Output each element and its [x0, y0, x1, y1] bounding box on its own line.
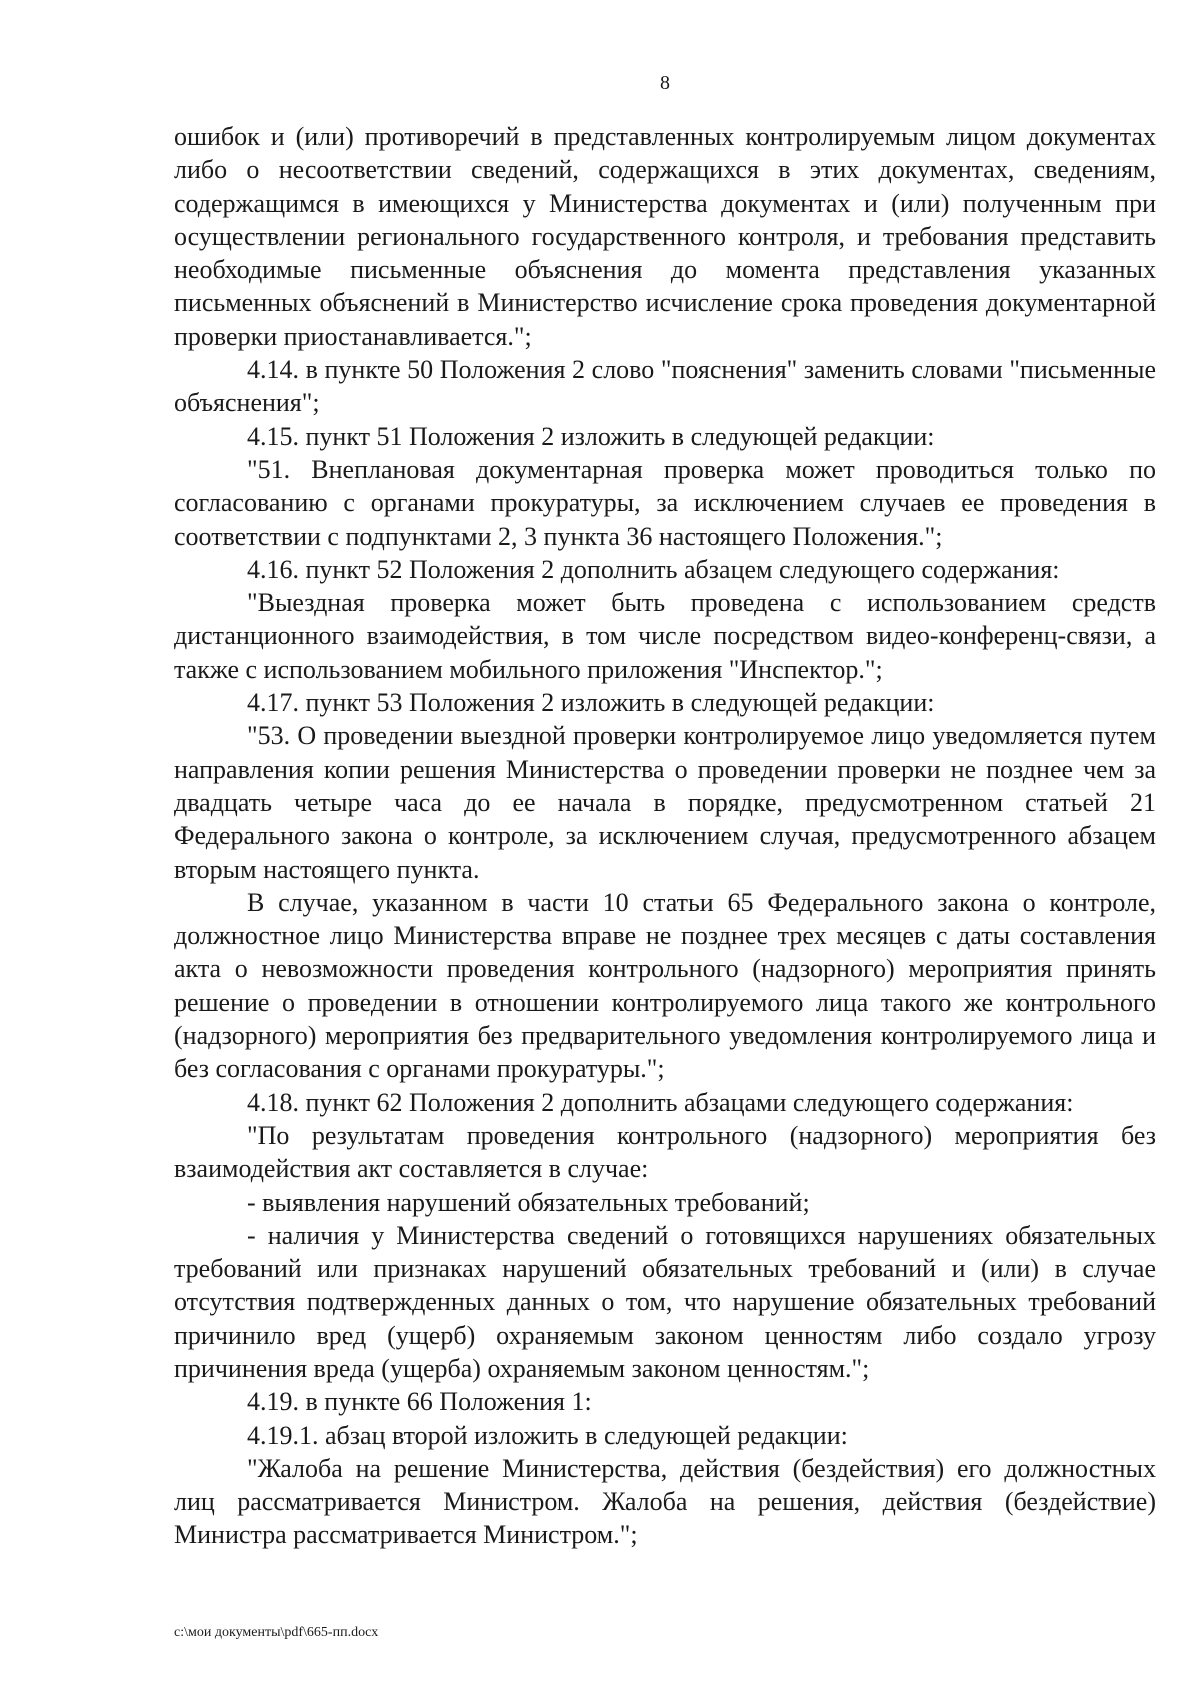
- paragraph: 4.15. пункт 51 Положения 2 изложить в следующей редакции:: [247, 421, 935, 451]
- paragraph: 4.17. пункт 53 Положения 2 изложить в следующей редакции:: [247, 688, 935, 718]
- page-number: 8: [660, 72, 670, 94]
- paragraph: 4.16. пункт 52 Положения 2 дополнить абзацем следующего содержания:: [247, 554, 1060, 584]
- paragraph: - выявления нарушений обязательных требований;: [247, 1187, 810, 1217]
- paragraph: "53. О проведении выездной проверки контролируемое лицо уведомляется путем направления копии решения Министерства о проведении проверки не позднее чем за двадцать четыре часа до ее начала в порядке, предусмотренном статьей 21 Федерального закона о контроле, за исключением случая, предусмотренного абзацем вторым настоящего пункта.: [174, 721, 1156, 884]
- document-body: [174, 120, 1156, 1552]
- paragraph: "Выездная проверка может быть проведена с использованием средств дистанционного взаимодействия, в том числе посредством видео-конференц-связи, а также с использованием мобильного приложения "Инспектор.";: [174, 588, 1156, 684]
- paragraph: "Жалоба на решение Министерства, действия (бездействия) его должностных лиц рассматривается Министром. Жалоба на решения, действия (бездействие) Министра рассматривается Министром.";: [174, 1453, 1156, 1550]
- paragraph: "По результатам проведения контрольного (надзорного) мероприятия без взаимодействия акт составляется в случае:: [174, 1120, 1156, 1184]
- paragraph: В случае, указанном в части 10 статьи 65 Федерального закона о контроле, должностное лицо Министерства вправе не позднее трех месяцев с даты составления акта о невозможности проведения контрольного (надзорного) мероприятия принять решение о проведении в отношении контролируемого лица такого же контрольного (надзорного) мероприятия без предварительного уведомления контролируемого лица и без согласования с органами прокуратуры.";: [174, 887, 1156, 1084]
- paragraph: 4.18. пункт 62 Положения 2 дополнить абзацами следующего содержания:: [247, 1087, 1074, 1117]
- paragraph: 4.14. в пункте 50 Положения 2 слово "пояснения" заменить словами "письменные объяснения";: [174, 355, 1156, 418]
- paragraph: "51. Внеплановая документарная проверка может проводиться только по согласованию с органами прокуратуры, за исключением случаев ее проведения в соответствии с подпунктами 2, 3 пункта 36 настоящего Положения.";: [174, 454, 1156, 551]
- paragraph: 4.19. в пункте 66 Положения 1:: [247, 1387, 592, 1417]
- paragraph: 4.19.1. абзац второй изложить в следующей редакции:: [247, 1420, 848, 1450]
- paragraph: ошибок и (или) противоречий в представленных контролируемым лицом документах либо о несоответствии сведений, содержащихся в этих документах, сведениям, содержащимся в имеющихся у Министерства документах и (или) полученным при осуществлении регионального государственного контроля, и требования представить необходимые письменные объяснения до момента представления указанных письменных объяснений в Министерство исчисление срока проведения документарной проверки приостанавливается.";: [174, 122, 1156, 351]
- footer-file-path: c:\мои документы\pdf\665-пп.docx: [174, 1625, 379, 1640]
- paragraph: - наличия у Министерства сведений о готовящихся нарушениях обязательных требований или признаках нарушений обязательных требований и (или) в случае отсутствия подтвержденных данных о том, что нарушение обязательных требований причинило вред (ущерб) охраняемым законом ценностям либо создало угрозу причинения вреда (ущерба) охраняемым законом ценностям.";: [174, 1220, 1156, 1383]
